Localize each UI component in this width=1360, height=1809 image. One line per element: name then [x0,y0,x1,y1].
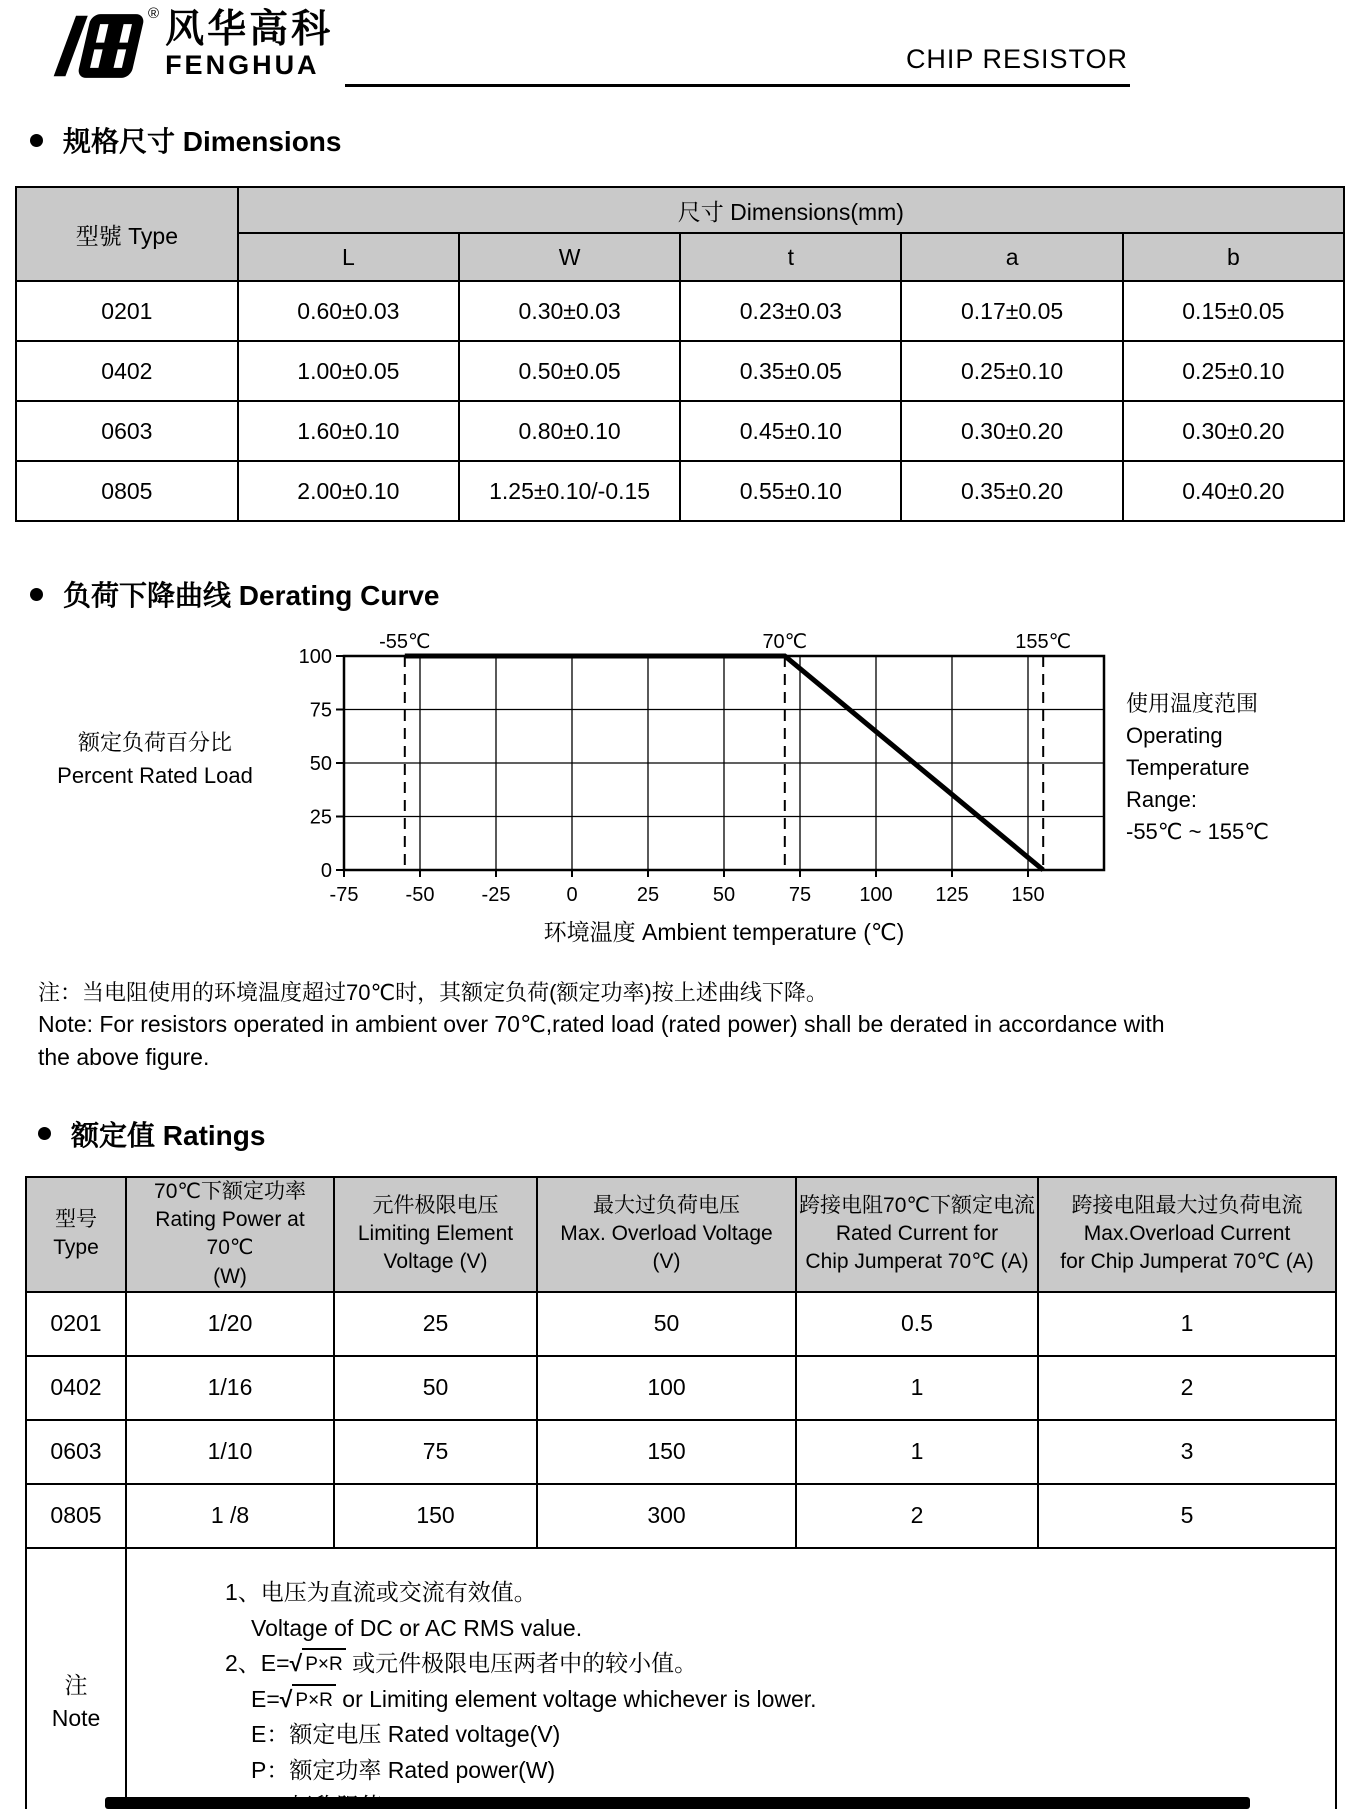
dim-cell-type: 0402 [16,341,238,401]
rat-cell: 2 [796,1484,1038,1548]
y-axis-label-en: Percent Rated Load [57,763,253,788]
dim-cell: 0.25±0.10 [901,341,1122,401]
rat-cell: 1/16 [126,1356,334,1420]
rat-cell-type: 0603 [26,1420,126,1484]
rat-cell: 1/10 [126,1420,334,1484]
rat-header-power [126,1177,334,1292]
rat-header-en2: for Chip Jumperat 70℃ (A) [1060,1250,1314,1274]
rat-cell: 5 [1038,1484,1336,1548]
document-title: CHIP RESISTOR [905,44,1128,74]
ratings-title-text: 额定值 Ratings [71,1119,266,1151]
rat-header-en: Limiting Element [357,1222,514,1246]
derating-note-en-line2: the above figure. [38,1043,210,1070]
rat-cell: 1 [1038,1292,1336,1356]
reference-line-label: 155℃ [1015,631,1072,653]
derating-note-en-line1: Note: For resistors operated in ambient over 70℃,rated load (rated power) shall be derated in accordance with [38,1011,1165,1038]
rat-cell: 50 [537,1292,796,1356]
rat-header-cn: 70℃下额定功率 [154,1179,306,1203]
rat-header-cn: 跨接电阻70℃下额定电流 [799,1193,1035,1217]
x-tick-label: 0 [566,884,578,906]
dim-cell: 1.00±0.05 [238,341,459,401]
ratings-note-row [26,1548,1336,1809]
dim-cell: 0.80±0.10 [459,401,680,461]
dim-cell: 1.25±0.10/-0.15 [459,461,680,521]
bullet-icon [38,1127,51,1140]
rat-cell: 0.5 [796,1292,1038,1356]
fenghua-logo [52,6,333,86]
logo-text [165,10,333,81]
range-note-line: Temperature [1126,754,1250,780]
rat-header-en: Max. Overload Voltage [560,1222,773,1246]
sqrt-argument: P×R [292,1684,336,1715]
dim-cell-type: 0201 [16,281,238,341]
rat-cell: 3 [1038,1420,1336,1484]
dim-cell: 0.60±0.03 [238,281,459,341]
note-label-cn: 注 [64,1672,88,1699]
x-tick-label: -75 [329,884,359,906]
page-footer-bar [105,1797,1250,1809]
rat-cell-type: 0201 [26,1292,126,1356]
x-tick-label: 150 [1011,884,1045,906]
dim-row [16,461,1344,521]
rat-cell-type: 0402 [26,1356,126,1420]
rat-cell: 1 [796,1420,1038,1484]
note-line-1-en: Voltage of DC or AC RMS value. [251,1614,583,1641]
note-line-E: E：额定电压 Rated voltage(V) [251,1721,561,1748]
note-line-2-en [225,1682,1325,1718]
rat-header-cn: 最大过负荷电压 [593,1193,740,1217]
rat-cell: 300 [537,1484,796,1548]
dim-cell: 0.35±0.05 [680,341,901,401]
ratings-row [26,1292,1336,1356]
rat-header-en: Type [53,1236,99,1260]
y-tick-label: 100 [298,646,332,668]
brand-name-chinese: 风华高科 [165,8,334,51]
rat-cell: 25 [334,1292,537,1356]
bullet-icon [30,588,43,601]
formula-suffix: or Limiting element voltage whichever is lower. [335,1685,817,1712]
range-note-line: -55℃ ~ 155℃ [1126,818,1269,844]
rat-header-en2: (V) [652,1250,681,1274]
y-tick-label: 75 [309,699,332,722]
dim-header-type: 型號 Type [16,187,238,281]
ratings-note-content [126,1548,1336,1809]
rat-header-overload-voltage [537,1177,796,1292]
derating-section-title [30,574,1360,614]
reference-line-label: -55℃ [379,631,431,653]
rat-cell: 75 [334,1420,537,1484]
dim-header-L: L [238,233,459,281]
formula-prefix: E= [251,1685,280,1712]
dim-cell: 1.60±0.10 [238,401,459,461]
dim-header-a: a [901,233,1122,281]
formula-suffix: 或元件极限电压两者中的较小值。 [345,1650,698,1677]
x-tick-label: -25 [481,884,511,906]
rat-header-en2: (W) [213,1264,247,1288]
dim-cell: 0.30±0.20 [901,401,1122,461]
rat-cell: 50 [334,1356,537,1420]
dim-cell: 2.00±0.10 [238,461,459,521]
dim-cell-type: 0805 [16,461,238,521]
dim-row [16,281,1344,341]
x-tick-label: 75 [788,884,812,906]
ratings-row [26,1420,1336,1484]
formula-prefix: 2、E= [225,1650,290,1677]
rat-cell: 100 [537,1356,796,1420]
rat-header-en2: Voltage (V) [383,1250,488,1274]
dim-cell: 0.15±0.05 [1123,281,1344,341]
dim-cell: 0.40±0.20 [1123,461,1344,521]
dim-header-W: W [459,233,680,281]
dim-row [16,341,1344,401]
operating-temperature-range-note [1116,630,1269,947]
dim-cell: 0.55±0.10 [680,461,901,521]
x-tick-label: 125 [935,884,969,906]
bullet-icon [30,134,43,147]
ratings-section-title [38,1114,1360,1154]
reference-line-label: 70℃ [762,631,808,653]
dim-row [16,401,1344,461]
registered-trademark-mark: ® [148,5,160,22]
derating-title-text: 负荷下降曲线 Derating Curve [63,580,440,611]
derating-note-cn: 注：当电阻使用的环境温度超过70℃时，其额定负荷(额定功率)按上述曲线下降。 [38,980,828,1005]
dim-cell: 0.50±0.05 [459,341,680,401]
dim-cell: 0.23±0.03 [680,281,901,341]
dim-cell-type: 0603 [16,401,238,461]
rat-header-limiting-voltage [334,1177,537,1292]
ratings-note-label [26,1548,126,1809]
x-tick-label: 100 [859,884,893,906]
sqrt-radical-symbol: √ [289,1650,303,1677]
rat-cell: 1 /8 [126,1484,334,1548]
dim-cell: 0.17±0.05 [901,281,1122,341]
note-line-P: P：额定功率 Rated power(W) [251,1757,556,1784]
rat-cell-type: 0805 [26,1484,126,1548]
chart-x-axis-label: 环境温度 Ambient temperature (℃) [543,919,905,945]
range-note-line: 使用温度范围 [1126,691,1259,716]
dim-header-t: t [680,233,901,281]
rat-header-rated-current [796,1177,1038,1292]
derating-chart-block [20,630,1360,947]
sqrt-radical-symbol: √ [279,1685,293,1712]
brand-name-english: FENGHUA [165,50,320,80]
ratings-row [26,1356,1336,1420]
rat-header-en: Rating Power at 70℃ [155,1207,305,1260]
rat-header-type [26,1177,126,1292]
rat-cell: 150 [537,1420,796,1484]
y-tick-label: 0 [320,860,332,882]
derating-curve-svg [290,630,1116,908]
rat-cell: 1/20 [126,1292,334,1356]
dim-cell: 0.30±0.03 [459,281,680,341]
ratings-table [25,1176,1337,1809]
x-tick-label: 25 [636,884,660,906]
dim-cell: 0.25±0.10 [1123,341,1344,401]
fenghua-logo-icon [52,6,146,86]
dimensions-title-text: 规格尺寸 Dimensions [63,126,342,157]
rat-header-en: Rated Current for [835,1222,999,1246]
x-tick-label: 50 [712,884,736,906]
y-axis-label-cn: 额定负荷百分比 [77,730,232,755]
dim-header-b: b [1123,233,1344,281]
note-line-1-cn: 1、电压为直流或交流有效值。 [225,1578,537,1605]
note-line-2-cn [225,1646,1325,1682]
chart-plot-area [290,630,1116,947]
y-tick-label: 50 [309,753,332,775]
rat-header-cn: 跨接电阻最大过负荷电流 [1071,1193,1303,1217]
x-tick-label: -50 [405,884,435,906]
dim-cell: 0.45±0.10 [680,401,901,461]
rat-header-en: Max.Overload Current [1083,1222,1291,1246]
chart-y-axis-label [20,630,290,947]
y-tick-label: 25 [309,806,332,829]
dimensions-table [15,186,1345,522]
rat-header-en2: Chip Jumperat 70℃ (A) [805,1250,1029,1274]
derating-note [38,977,1360,1074]
ratings-row [26,1484,1336,1548]
rat-cell: 1 [796,1356,1038,1420]
dim-cell: 0.35±0.20 [901,461,1122,521]
rat-header-cn: 元件极限电压 [372,1193,499,1217]
header-divider [345,84,1130,87]
range-note-line: Range: [1126,786,1197,812]
page-header [0,0,1360,96]
rat-cell: 150 [334,1484,537,1548]
rat-header-overload-current [1038,1177,1336,1292]
rat-cell: 2 [1038,1356,1336,1420]
dimensions-section-title [30,120,1360,160]
rat-header-cn: 型号 [55,1207,97,1231]
sqrt-argument: P×R [302,1648,346,1679]
range-note-line: Operating [1126,722,1223,748]
dim-header-group: 尺寸 Dimensions(mm) [238,187,1344,233]
note-label-en: Note [51,1704,101,1731]
dim-cell: 0.30±0.20 [1123,401,1344,461]
